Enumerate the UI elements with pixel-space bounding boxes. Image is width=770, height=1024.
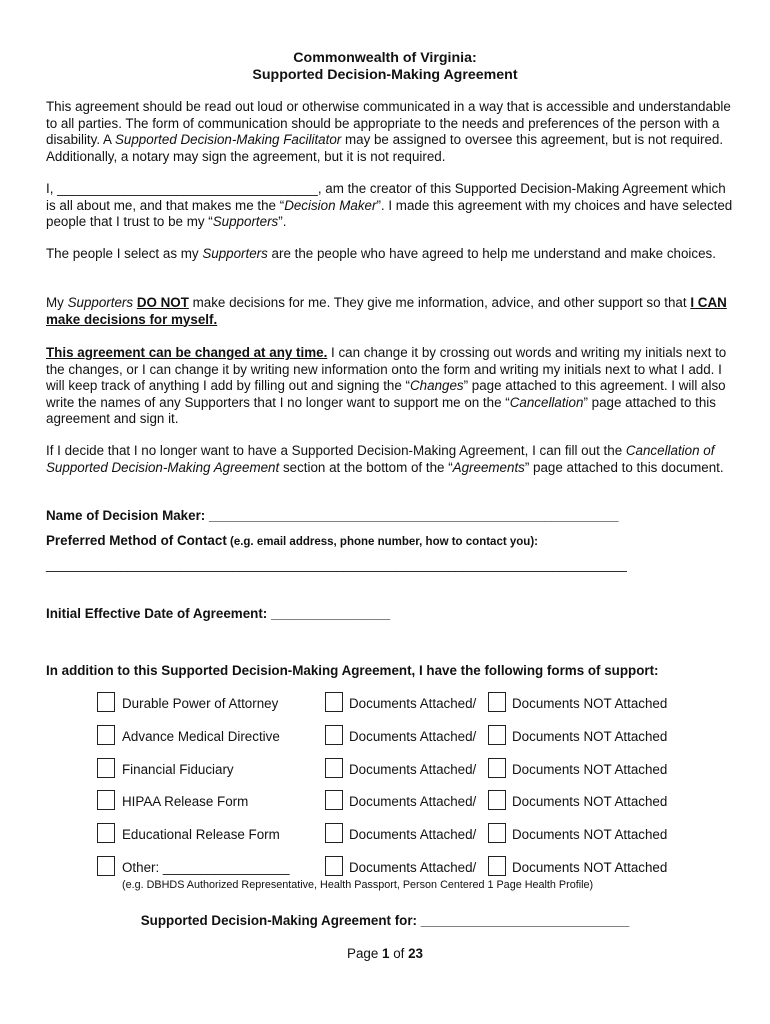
documents-attached-checkbox[interactable] bbox=[325, 758, 343, 778]
contact-blank-line[interactable]: ______________________________________________________________________________ bbox=[46, 557, 627, 572]
name-of-decision-maker-field[interactable]: Name of Decision Maker: _______________________________________________________ bbox=[46, 508, 619, 523]
documents-attached-label: Documents Attached/ bbox=[349, 762, 477, 777]
intro-paragraph-1: This agreement should be read out loud or otherwise communicated in a way that is accessible and understandable to all parties. The form of communication should be appropriate to the needs and preferences of the person with a disability. A Supported Decision-Making Facilitator may be assigned to oversee this agreement, but is not required. Additionally, a notary may sign the agreement, but it is not required. bbox=[46, 99, 731, 164]
support-type-label: Durable Power of Attorney bbox=[122, 696, 279, 711]
support-type-checkbox[interactable] bbox=[97, 692, 115, 712]
intro-paragraph-3: The people I select as my Supporters are the people who have agreed to help me understand and make choices. bbox=[46, 246, 716, 261]
documents-not-attached-checkbox[interactable] bbox=[488, 856, 506, 876]
intro-paragraph-4: My Supporters DO NOT make decisions for me. They give me information, advice, and other support so that I CAN make decisions for myself. bbox=[46, 295, 727, 327]
documents-attached-label: Documents Attached/ bbox=[349, 696, 477, 711]
support-heading: In addition to this Supported Decision-Making Agreement, I have the following forms of support: bbox=[46, 663, 659, 678]
documents-attached-checkbox[interactable] bbox=[325, 856, 343, 876]
documents-attached-checkbox[interactable] bbox=[325, 725, 343, 745]
support-type-checkbox[interactable] bbox=[97, 725, 115, 745]
supporters-term: Supporters bbox=[212, 214, 279, 229]
support-type-label: Advance Medical Directive bbox=[122, 729, 280, 744]
support-type-checkbox[interactable] bbox=[97, 758, 115, 778]
documents-attached-label: Documents Attached/ bbox=[349, 827, 477, 842]
documents-not-attached-label: Documents NOT Attached bbox=[512, 827, 668, 842]
documents-not-attached-label: Documents NOT Attached bbox=[512, 729, 668, 744]
agreement-for-field[interactable]: Supported Decision-Making Agreement for: ____________________________ bbox=[140, 913, 630, 928]
title-line-1: Commonwealth of Virginia: bbox=[293, 50, 477, 66]
support-type-label: Educational Release Form bbox=[122, 827, 280, 842]
documents-attached-checkbox[interactable] bbox=[325, 823, 343, 843]
support-row bbox=[0, 788, 770, 814]
documents-not-attached-checkbox[interactable] bbox=[488, 758, 506, 778]
documents-not-attached-checkbox[interactable] bbox=[488, 725, 506, 745]
intro-paragraph-5: This agreement can be changed at any time. I can change it by crossing out words and writing my initials next to the changes, or I can change it by writing new information onto the form and writing my initials next to what I add. I will keep track of anything I add by filling out and signing the “Changes” page attached to this agreement. I will also write the names of any Supporters that I no longer want to support me on the “Cancellation” page attached to this agreement and sign it. bbox=[46, 345, 727, 426]
documents-not-attached-checkbox[interactable] bbox=[488, 790, 506, 810]
support-type-label: HIPAA Release Form bbox=[122, 794, 249, 809]
documents-not-attached-label: Documents NOT Attached bbox=[512, 860, 668, 875]
documents-attached-label: Documents Attached/ bbox=[349, 794, 477, 809]
documents-attached-checkbox[interactable] bbox=[325, 692, 343, 712]
support-row bbox=[0, 723, 770, 749]
documents-not-attached-label: Documents NOT Attached bbox=[512, 794, 668, 809]
preferred-contact-field[interactable]: Preferred Method of Contact (e.g. email address, phone number, how to contact you): bbox=[46, 533, 538, 548]
changeable-heading: This agreement can be changed at any time. bbox=[46, 345, 328, 360]
effective-date-field[interactable]: Initial Effective Date of Agreement: ________________ bbox=[46, 606, 391, 621]
documents-not-attached-label: Documents NOT Attached bbox=[512, 762, 668, 777]
documents-attached-label: Documents Attached/ bbox=[349, 860, 477, 875]
documents-not-attached-label: Documents NOT Attached bbox=[512, 696, 668, 711]
facilitator-term: Supported Decision-Making Facilitator bbox=[114, 132, 342, 147]
decision-maker-term: Decision Maker bbox=[284, 197, 377, 213]
support-type-label: Other: _________________ bbox=[122, 860, 290, 875]
documents-not-attached-checkbox[interactable] bbox=[488, 823, 506, 843]
support-row bbox=[0, 821, 770, 847]
support-type-label: Financial Fiduciary bbox=[122, 762, 234, 777]
support-row bbox=[0, 854, 770, 880]
documents-not-attached-checkbox[interactable] bbox=[488, 692, 506, 712]
support-type-checkbox[interactable] bbox=[97, 790, 115, 810]
other-examples-note: (e.g. DBHDS Authorized Representative, Health Passport, Person Centered 1 Page Health Profile) bbox=[122, 879, 594, 891]
can-decide-emphasis: I CAN make decisions for myself. bbox=[46, 295, 727, 327]
page-number: Page 1 of 23 bbox=[347, 946, 423, 961]
title-line-2: Supported Decision-Making Agreement bbox=[252, 67, 518, 83]
documents-attached-checkbox[interactable] bbox=[325, 790, 343, 810]
intro-paragraph-6: If I decide that I no longer want to have a Supported Decision-Making Agreement, I can fill out the Cancellation of Supported Decision-Making Agreement section at the bottom of the “Agreements” page attached to this document. bbox=[46, 443, 724, 475]
support-type-checkbox[interactable] bbox=[97, 823, 115, 843]
do-not-emphasis: DO NOT bbox=[136, 295, 189, 310]
intro-paragraph-2: I, ___________________________________, am the creator of this Supported Decision-Making Agreement which is all about me, and that makes me the “Decision Maker”. I made this agreement with my choices and have selected people that I trust to be my “Supporters”. bbox=[46, 181, 733, 229]
support-type-checkbox[interactable] bbox=[97, 856, 115, 876]
documents-attached-label: Documents Attached/ bbox=[349, 729, 477, 744]
support-row bbox=[0, 690, 770, 716]
support-row bbox=[0, 756, 770, 782]
